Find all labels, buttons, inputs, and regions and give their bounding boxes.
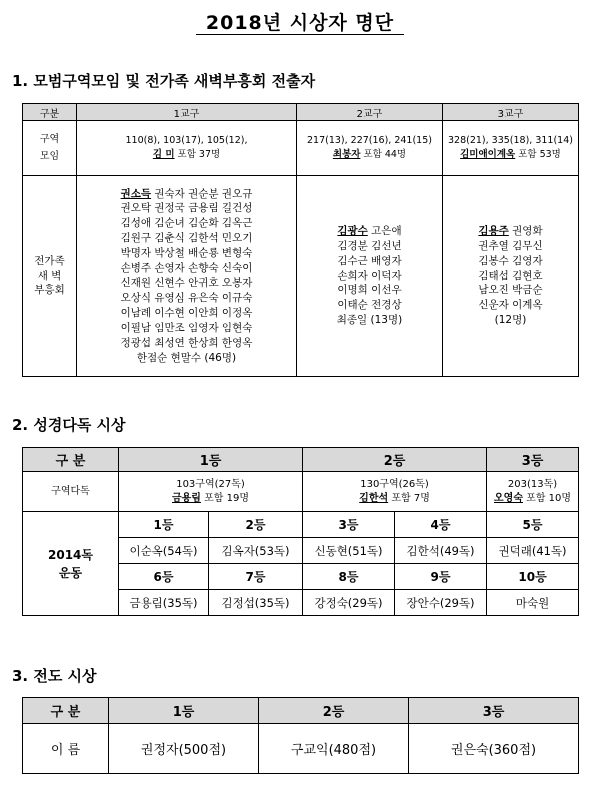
- rank-label: 8등: [303, 564, 395, 590]
- table-header-row: [23, 698, 579, 724]
- revival-leader: 김용주: [478, 224, 509, 237]
- winner-name: 권은숙(360점): [409, 724, 579, 774]
- winner-name: 구교익(480점): [259, 724, 409, 774]
- header-label: 구분: [23, 104, 77, 121]
- revival-label-line2: 새 벽: [37, 269, 62, 282]
- member-line: 신운자 이계옥: [478, 299, 543, 312]
- name-row: [23, 724, 579, 774]
- ward-label-cell: [23, 121, 77, 176]
- ward-label-line2: 모임: [39, 151, 60, 162]
- member-line: 최종일 (13명): [336, 314, 403, 327]
- member-names: 권영화: [508, 224, 543, 237]
- member-line: 박명자 박상철 배순룡 변형숙: [120, 247, 253, 260]
- winner-name: 김옥자(53독): [209, 538, 303, 564]
- revival-cell-2: [297, 176, 443, 377]
- winner-name: 금용림(35독): [119, 590, 209, 616]
- member-line: 오상식 유영심 유은숙 이규숙: [120, 291, 253, 304]
- year-label-line2: 운동: [58, 565, 83, 580]
- ward-suffix: 포함 7명: [388, 492, 430, 504]
- ward-leader: 김미애이계옥: [460, 149, 516, 160]
- header-col-1: 1등: [109, 698, 259, 724]
- header-label: 구 분: [23, 698, 109, 724]
- ward-leader: 최봉자: [332, 149, 361, 160]
- rank-label: 2등: [209, 512, 303, 538]
- ward-cell-3: [487, 472, 579, 512]
- ward-row: [23, 121, 579, 176]
- member-line: 이태순 전경상: [337, 299, 402, 312]
- ward-line: 217(13), 227(16), 241(15): [307, 135, 432, 146]
- member-line: 이필남 임만조 임영자 임현숙: [120, 321, 253, 334]
- revival-label-line3: 부흥회: [34, 284, 65, 297]
- member-line: 이명희 이선우: [337, 284, 402, 297]
- header-col-3: 3등: [409, 698, 579, 724]
- year-label-line1: 2014독: [48, 547, 93, 562]
- rank-label: 7등: [209, 564, 303, 590]
- winner-name: 장안수(29독): [395, 590, 487, 616]
- winner-name: 강정숙(29독): [303, 590, 395, 616]
- section1-title: 1. 모범구역모임 및 전가족 새벽부흥회 전출자: [12, 72, 316, 90]
- revival-leader: 권소득: [120, 187, 152, 200]
- member-line: 김경분 김선년: [337, 239, 402, 252]
- ward-line: 130구역(26독): [360, 478, 429, 490]
- member-line: 이남례 이수현 이안희 이정옥: [120, 306, 253, 319]
- rank-row-1: [23, 512, 579, 538]
- member-line: 정광섭 최성연 한상희 한영옥: [120, 336, 253, 349]
- ward-label-line1: 구역: [39, 134, 60, 145]
- rank-label: 3등: [303, 512, 395, 538]
- member-line: (12명): [494, 314, 527, 327]
- ward-suffix: 포함 10명: [522, 492, 572, 504]
- section3-title: 3. 전도 시상: [12, 667, 97, 685]
- ward-cell-1: [77, 121, 297, 176]
- ward-line: 110(8), 103(17), 105(12),: [125, 135, 248, 146]
- rank-label: 1등: [119, 512, 209, 538]
- header-col-2: 2등: [259, 698, 409, 724]
- header-col-1: 1교구: [77, 104, 297, 121]
- member-names: 고은애: [367, 224, 402, 237]
- winner-name: 신동현(51독): [303, 538, 395, 564]
- member-line: 손병주 손영자 손향숙 신숙이: [120, 262, 253, 275]
- ward-suffix: 포함 53명: [515, 149, 561, 160]
- member-line: 김수근 배영자: [337, 254, 402, 267]
- winner-name: 마숙원: [487, 590, 579, 616]
- ward-line: 203(13독): [507, 478, 558, 490]
- rank-label: 10등: [487, 564, 579, 590]
- member-line: 김원구 김춘식 김한석 민오기: [120, 232, 253, 245]
- ward-cell-3: [443, 121, 579, 176]
- revival-cell-3: [443, 176, 579, 377]
- revival-label-cell: [23, 176, 77, 377]
- member-names: 권숙자 권순분 권오규: [151, 187, 253, 200]
- year-label-cell: [23, 512, 119, 616]
- revival-leader: 김광수: [337, 224, 368, 237]
- ward-row: [23, 472, 579, 512]
- winner-name: 김한석(49독): [395, 538, 487, 564]
- table-section2: [22, 447, 579, 616]
- rank-label: 6등: [119, 564, 209, 590]
- member-line: 손희자 이덕자: [337, 269, 402, 282]
- member-line: 김봉수 김영자: [478, 254, 543, 267]
- ward-suffix: 포함 44명: [360, 149, 407, 160]
- ward-leader: 오영숙: [494, 492, 523, 504]
- member-line: 권오탁 권정국 금용림 길건성: [120, 202, 253, 215]
- row-label: 이 름: [23, 724, 109, 774]
- ward-suffix: 포함 37명: [174, 149, 221, 160]
- table-section3: [22, 697, 579, 774]
- table-header-row: [23, 448, 579, 472]
- header-label: 구 분: [23, 448, 119, 472]
- ward-label: 구역다독: [23, 472, 119, 512]
- ward-line: 103구역(27독): [176, 478, 245, 490]
- ward-line: 328(21), 335(18), 311(14): [448, 135, 573, 146]
- ward-cell-2: [297, 121, 443, 176]
- ward-leader: 김한석: [359, 492, 389, 504]
- ward-suffix: 포함 19명: [200, 492, 250, 504]
- rank-label: 4등: [395, 512, 487, 538]
- table-section1: [22, 103, 579, 377]
- header-col-3: 3교구: [443, 104, 579, 121]
- winner-name: 권덕래(41독): [487, 538, 579, 564]
- ward-leader: 금용림: [171, 492, 201, 504]
- member-line: 남오진 박금순: [478, 284, 543, 297]
- title-underline: [196, 34, 404, 35]
- revival-cell-1: [77, 176, 297, 377]
- revival-label-line1: 전가족: [34, 254, 65, 267]
- rank-label: 9등: [395, 564, 487, 590]
- ward-leader: 김 미: [152, 149, 175, 160]
- section2-title: 2. 성경다독 시상: [12, 416, 126, 434]
- page-title: 2018년 시상자 명단: [205, 12, 395, 34]
- winner-name: 권정자(500점): [109, 724, 259, 774]
- winner-name: 김정섭(35독): [209, 590, 303, 616]
- member-line: 한점순 현말수 (46명): [136, 351, 237, 364]
- winner-name: 이순옥(54독): [119, 538, 209, 564]
- rank-label: 5등: [487, 512, 579, 538]
- header-col-2: 2교구: [297, 104, 443, 121]
- header-col-1: 1등: [119, 448, 303, 472]
- header-col-2: 2등: [303, 448, 487, 472]
- member-line: 김성애 김순녀 김순화 김옥근: [120, 217, 253, 230]
- member-line: 김태섭 김현호: [478, 269, 543, 282]
- header-col-3: 3등: [487, 448, 579, 472]
- ward-cell-1: [119, 472, 303, 512]
- revival-row: [23, 176, 579, 377]
- member-line: 권추열 김무신: [478, 239, 543, 252]
- ward-cell-2: [303, 472, 487, 512]
- table-header-row: [23, 104, 579, 121]
- member-line: 신재원 신현수 안귀호 오봉자: [120, 277, 253, 289]
